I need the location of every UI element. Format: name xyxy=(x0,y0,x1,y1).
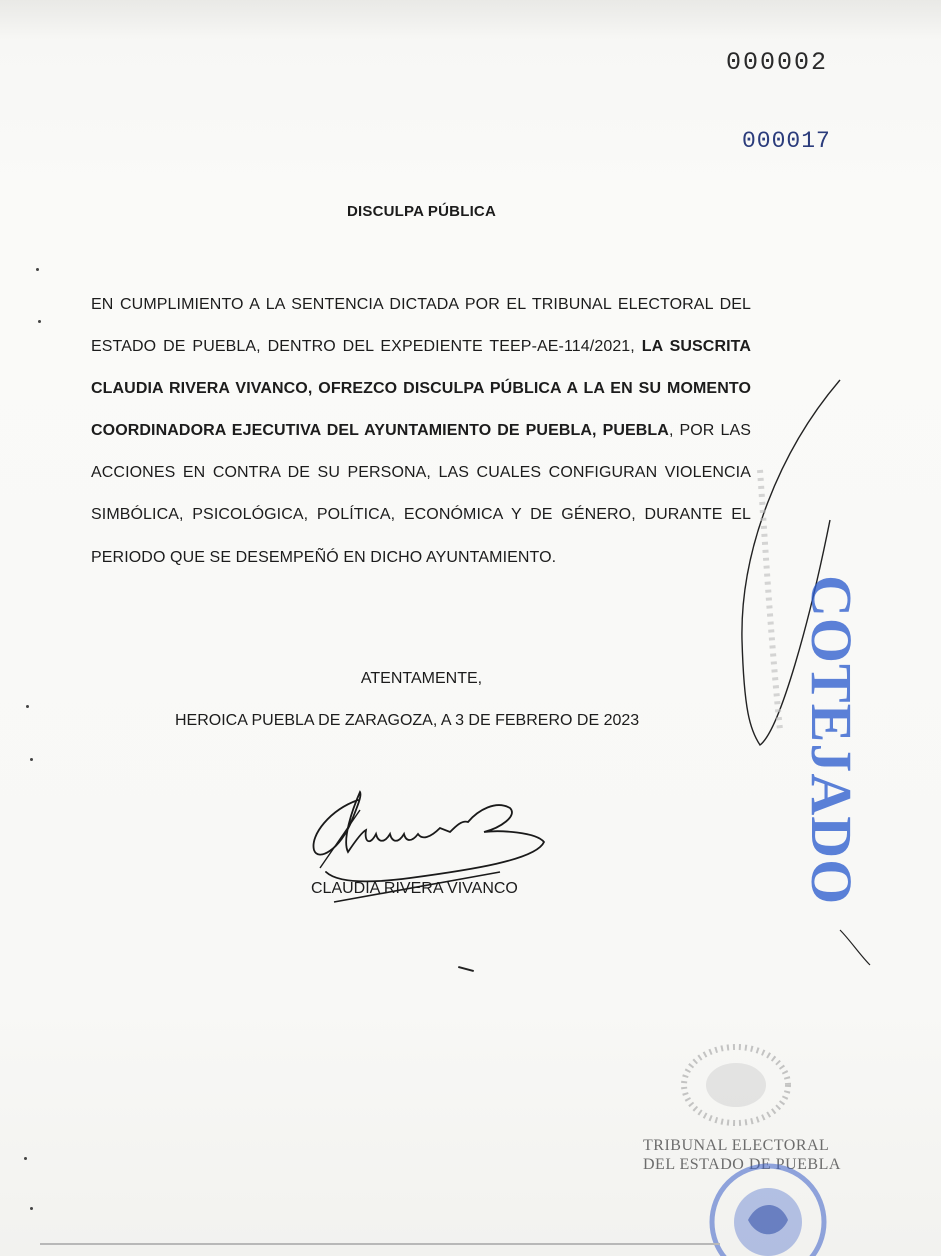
grey-seal-impression xyxy=(676,1040,796,1130)
folio-stamp: 000017 xyxy=(742,128,831,154)
closing-salutation: ATENTAMENTE, xyxy=(360,670,483,687)
place-and-date: HEROICA PUEBLA DE ZARAGOZA, A 3 DE FEBRERO DE 2023 xyxy=(175,712,640,729)
document-body xyxy=(91,284,751,579)
signer-name: CLAUDIA RIVERA VIVANCO xyxy=(311,880,518,897)
margin-dot xyxy=(38,320,41,323)
folio-number: 000002 xyxy=(726,48,829,77)
margin-dot xyxy=(26,705,29,708)
document-title: DISCULPA PÚBLICA xyxy=(346,203,497,220)
cotejado-stamp xyxy=(799,575,865,935)
body-text-part1: EN CUMPLIMIENTO A LA SENTENCIA DICTADA POR EL TRIBUNAL ELECTORAL DEL ESTADO DE PUEBLA, DENTRO DEL EXPEDIENTE TEEP-AE-114/2021, xyxy=(91,296,751,356)
margin-dot xyxy=(24,1157,27,1160)
tribunal-seal-line2: DEL ESTADO DE PUEBLA xyxy=(643,1156,841,1173)
body-text-part3: , POR LAS ACCIONES EN CONTRA DE SU PERSONA, LAS CUALES CONFIGURAN VIOLENCIA SIMBÓLICA, PSICOLÓGICA, POLÍTICA, ECONÓMICA Y DE GÉNERO, DURANTE EL PERIODO QUE SE DESEMPEÑÓ EN DICHO AYUNTAMIENTO. xyxy=(91,422,751,566)
tribunal-seal-line1: TRIBUNAL ELECTORAL xyxy=(643,1137,830,1154)
cotejado-stamp-text: COTEJADO xyxy=(799,575,864,906)
body-text-bold: LA SUSCRITA CLAUDIA RIVERA VIVANCO, OFREZCO DISCULPA PÚBLICA A LA EN SU MOMENTO COORDINADORA EJECUTIVA DEL AYUNTAMIENTO DE PUEBLA, PUEBLA xyxy=(91,338,751,440)
margin-dot xyxy=(30,1207,33,1210)
pen-mark xyxy=(458,966,474,972)
blue-seal-impression xyxy=(700,1160,830,1256)
margin-dot xyxy=(36,268,39,271)
margin-dot xyxy=(30,758,33,761)
page-bottom-edge xyxy=(40,1243,720,1245)
